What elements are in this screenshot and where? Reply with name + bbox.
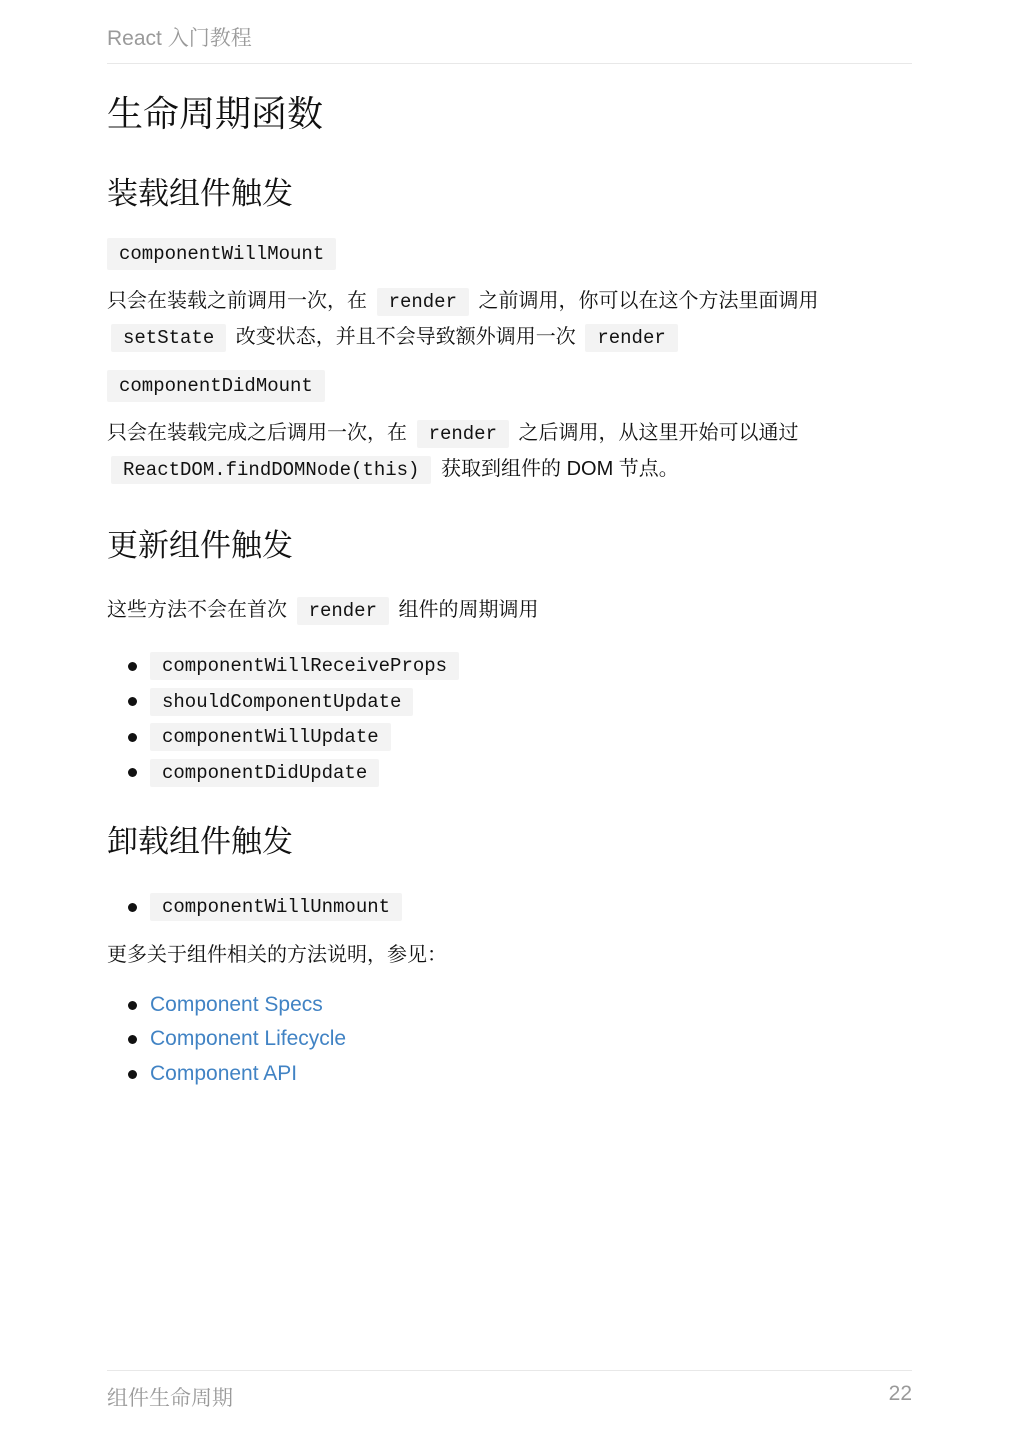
- list-item: [107, 1022, 912, 1057]
- method-code: componentDidUpdate: [150, 759, 379, 787]
- method-code: componentWillUnmount: [150, 893, 402, 921]
- will-mount-text-1: 只会在装载之前调用一次，在: [107, 290, 367, 312]
- page-number: 22: [888, 1382, 912, 1405]
- unmount-method-list: [107, 889, 912, 925]
- method-code: shouldComponentUpdate: [150, 688, 413, 716]
- update-intro-text-2: 组件的周期调用: [398, 599, 539, 621]
- inline-code-render: render: [377, 288, 469, 316]
- did-mount-description: [107, 416, 912, 488]
- code-component-will-mount: componentWillMount: [107, 238, 336, 270]
- inline-code-setstate: setState: [111, 324, 226, 352]
- will-mount-text-3: 改变状态，并且不会导致额外调用一次: [235, 326, 576, 348]
- did-mount-text-2: 之后调用，从这里开始可以通过: [518, 422, 799, 444]
- link-component-lifecycle[interactable]: Component Lifecycle: [150, 1027, 347, 1050]
- will-mount-text-2: 之前调用，你可以在这个方法里面调用: [478, 290, 819, 312]
- inline-code-render: render: [297, 597, 389, 625]
- footer-chapter-title: 组件生命周期: [107, 1387, 233, 1410]
- did-mount-text-1: 只会在装载完成之后调用一次，在: [107, 422, 407, 444]
- list-item: [107, 988, 912, 1023]
- section-heading-unmount: 卸载组件触发: [107, 824, 293, 859]
- code-component-did-mount: componentDidMount: [107, 370, 325, 402]
- list-item: [107, 684, 912, 720]
- section-heading-mount: 装载组件触发: [107, 176, 293, 211]
- will-mount-description: [107, 284, 912, 356]
- method-code: componentWillUpdate: [150, 723, 391, 751]
- page-content: [107, 88, 912, 1091]
- inline-code-find-dom-node: ReactDOM.findDOMNode(this): [111, 456, 431, 484]
- list-item: [107, 755, 912, 791]
- inline-code-render: render: [585, 324, 677, 352]
- link-component-api[interactable]: Component API: [150, 1061, 298, 1085]
- section-heading-update: 更新组件触发: [107, 528, 293, 563]
- did-mount-text-3: 获取到组件的 DOM 节点。: [441, 458, 679, 480]
- header-divider: [107, 63, 912, 64]
- running-header: React 入门教程: [107, 27, 252, 50]
- update-intro: [107, 593, 912, 629]
- list-item: [107, 889, 912, 925]
- more-info-text: 更多关于组件相关的方法说明，参见：: [107, 943, 447, 966]
- reference-link-list: [107, 988, 912, 1092]
- list-item: [107, 648, 912, 684]
- method-code: componentWillReceiveProps: [150, 652, 459, 680]
- update-intro-text-1: 这些方法不会在首次: [107, 599, 287, 621]
- page-title: 生命周期函数: [107, 93, 324, 134]
- list-item: [107, 1057, 912, 1092]
- list-item: [107, 719, 912, 755]
- update-method-list: [107, 648, 912, 790]
- inline-code-render: render: [417, 420, 509, 448]
- footer-divider: [107, 1370, 912, 1371]
- link-component-specs[interactable]: Component Specs: [150, 992, 323, 1016]
